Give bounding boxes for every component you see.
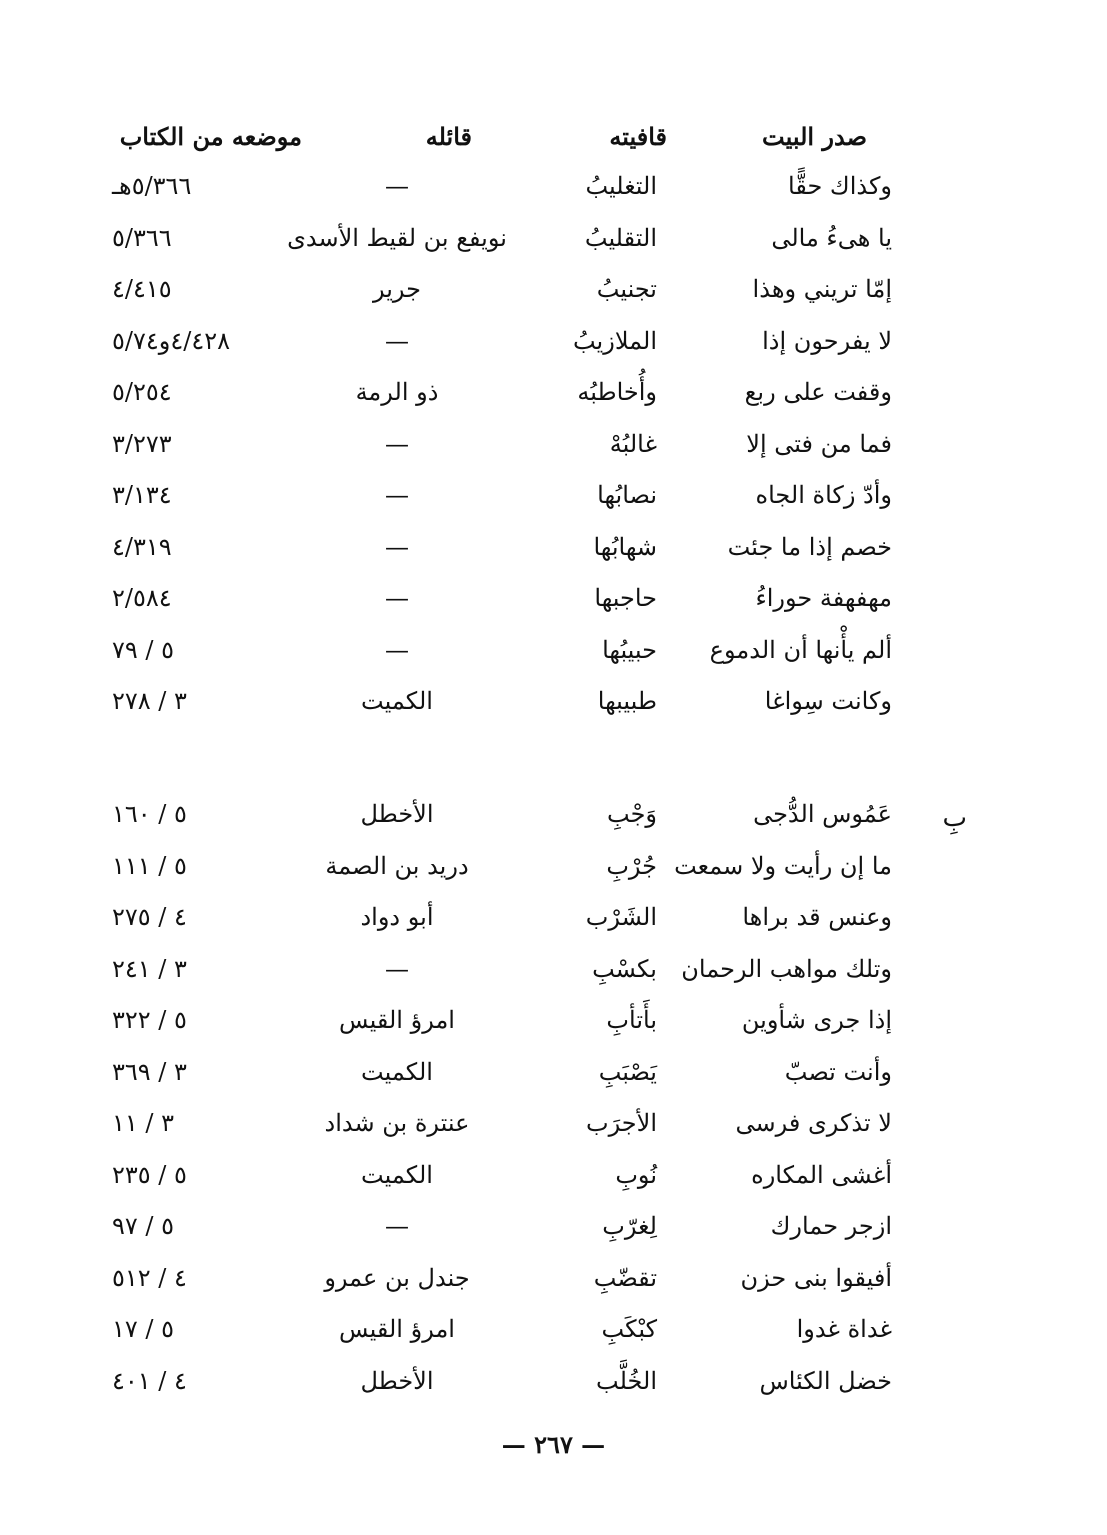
cell-mawdia: ٥ / ٩٧	[112, 1212, 175, 1240]
cell-qafia: وَجْبِ	[607, 800, 657, 828]
cell-sadr: وعنس قد براها	[742, 903, 892, 931]
cell-qafia: نصابُها	[597, 481, 657, 509]
cell-sadr: فما من فتى إلا	[746, 429, 892, 458]
cell-qafia: جُرْبِ	[606, 851, 657, 880]
cell-mawdia: ٤ / ٥١٢	[112, 1263, 187, 1292]
cell-qafia: شهابُها	[593, 532, 657, 561]
cell-mawdia: ٤/٤١٥	[112, 275, 172, 303]
cell-qail: جرير	[373, 275, 421, 303]
cell-qafia: التقليبُ	[584, 223, 657, 252]
cell-sadr: عَمُوس الدُّجى	[753, 800, 892, 828]
cell-mawdia: ٣ / ٢٧٨	[112, 687, 187, 715]
cell-qafia: الشَرْب	[585, 903, 657, 931]
cell-sadr: وأنت تصبّ	[784, 1057, 892, 1086]
cell-qafia: تجنيبُ	[596, 275, 657, 303]
cell-qafia: الملازيبُ	[572, 326, 657, 355]
cell-qail: —	[385, 635, 409, 664]
cell-qafia: الخُلَّب	[596, 1366, 657, 1395]
cell-sadr: مهفهفة حوراءُ	[755, 584, 892, 612]
cell-qail: —	[385, 326, 409, 355]
cell-mawdia: ٤ / ٢٧٥	[112, 903, 187, 931]
cell-sadr: وكذاك حقًّا	[788, 172, 892, 200]
cell-qafia: حبيبُها	[602, 635, 657, 664]
cell-sadr: إمّا تريني وهذا	[752, 275, 892, 303]
cell-mawdia: ٥/٢٥٤	[112, 378, 172, 406]
cell-sadr: وكانت سِواغا	[764, 687, 892, 715]
cell-qafia: نُوبِ	[615, 1160, 657, 1189]
cell-mawdia: ٥ / ١٧	[112, 1315, 175, 1343]
cell-qafia: كبْكَبِ	[601, 1315, 657, 1343]
cell-qail: —	[385, 1212, 409, 1240]
cell-qail: —	[385, 532, 409, 561]
cell-qail: عنترة بن شداد	[324, 1109, 470, 1137]
cell-mawdia: ٣ / ٢٤١	[112, 954, 187, 983]
cell-qafia: الأجرَب	[585, 1109, 657, 1137]
cell-qafia: غالبُهْ	[609, 429, 657, 458]
cell-mawdia: ٥ / ٣٢٢	[112, 1006, 187, 1034]
cell-qafia: يَصْبَبِ	[598, 1057, 657, 1086]
cell-qafia: وأُخاطبُه	[577, 378, 657, 406]
cell-qafia: بكسْبِ	[592, 954, 657, 983]
cell-mawdia: ٣/٢٧٣	[112, 429, 172, 458]
cell-mawdia: ٥ / ٢٣٥	[112, 1160, 187, 1189]
cell-qail: —	[385, 429, 409, 458]
cell-qail: امرؤ القيس	[339, 1006, 455, 1034]
cell-sadr: ازجر حمارك	[770, 1212, 892, 1240]
cell-qafia: تقضّبِ	[593, 1263, 657, 1292]
cell-qail: نويفع بن لقيط الأسدى	[287, 223, 507, 252]
cell-qail: أبو دواد	[360, 903, 434, 931]
cell-sadr: وأدّ زكاة الجاه	[755, 481, 892, 509]
cell-mawdia: ٤/٣١٩	[112, 532, 172, 561]
cell-qail: دريد بن الصمة	[325, 851, 469, 880]
cell-sadr: يا هىءُ مالى	[771, 223, 892, 252]
cell-qail: الكميت	[361, 687, 433, 715]
cell-mawdia: ٥/٣٦٦	[112, 223, 172, 252]
cell-qail: —	[385, 172, 409, 200]
cell-sadr: لا يفرحون إذا	[762, 326, 892, 355]
cell-qafia: لِغرّبِ	[602, 1212, 657, 1240]
cell-mawdia: ٣/١٣٤	[112, 481, 172, 509]
cell-mawdia: ٤ / ٤٠١	[112, 1366, 187, 1395]
cell-qail: —	[385, 954, 409, 983]
header-mawdia: موضعه من الكتاب	[119, 122, 302, 151]
cell-qafia: طبيبها	[597, 687, 657, 715]
cell-qafia: التغليبُ	[585, 172, 657, 200]
cell-qail: الكميت	[361, 1057, 433, 1086]
cell-mawdia: ٥/٣٦٦هـ	[112, 172, 192, 200]
cell-qail: امرؤ القيس	[339, 1315, 455, 1343]
cell-sadr: ما إن رأيت ولا سمعت	[674, 851, 892, 880]
cell-qail: —	[385, 481, 409, 509]
cell-sadr: وتلك مواهب الرحمان	[681, 954, 892, 983]
cell-qafia: حاجبها	[594, 584, 657, 612]
cell-sadr: ألم يأْنها أن الدموع	[709, 635, 892, 664]
cell-sadr: أفيقوا بنى حزن	[740, 1263, 892, 1292]
cell-mawdia: ٣ / ١١	[112, 1109, 175, 1137]
cell-sadr: وقفت على ربع	[744, 378, 892, 406]
cell-mawdia: ٥ / ١١١	[112, 851, 187, 880]
cell-sadr: أغشى المكاره	[751, 1160, 892, 1189]
cell-qafia: بأَتأبِ	[606, 1006, 657, 1034]
cell-qail: الأخطل	[360, 1366, 434, 1395]
cell-sadr: إذا جرى شأوين	[741, 1006, 892, 1034]
page-number: — ٢٦٧ —	[501, 1430, 606, 1459]
cell-sadr: غداة غدوا	[796, 1315, 892, 1343]
header-qafia: قافيته	[609, 122, 667, 151]
cell-sadr: خضل الكئاس	[759, 1366, 892, 1395]
cell-sadr: لا تذكرى فرسى	[735, 1109, 892, 1137]
cell-qail: ذو الرمة	[355, 378, 439, 406]
cell-mawdia: ٢/٥٨٤	[112, 584, 172, 612]
section-letter: بِ	[942, 803, 967, 833]
cell-qail: —	[385, 584, 409, 612]
header-qail: قائله	[425, 122, 472, 151]
header-sadr: صدر البيت	[762, 122, 867, 151]
cell-mawdia: ٤/٤٢٨و٥/٧٤	[112, 326, 231, 355]
cell-sadr: خصم إذا ما جئت	[727, 532, 892, 561]
cell-qail: الأخطل	[360, 800, 434, 828]
cell-mawdia: ٥ / ١٦٠	[112, 800, 187, 828]
cell-mawdia: ٥ / ٧٩	[112, 635, 175, 664]
cell-qail: الكميت	[361, 1160, 433, 1189]
cell-mawdia: ٣ / ٣٦٩	[112, 1057, 187, 1086]
cell-qail: جندل بن عمرو	[324, 1263, 470, 1292]
